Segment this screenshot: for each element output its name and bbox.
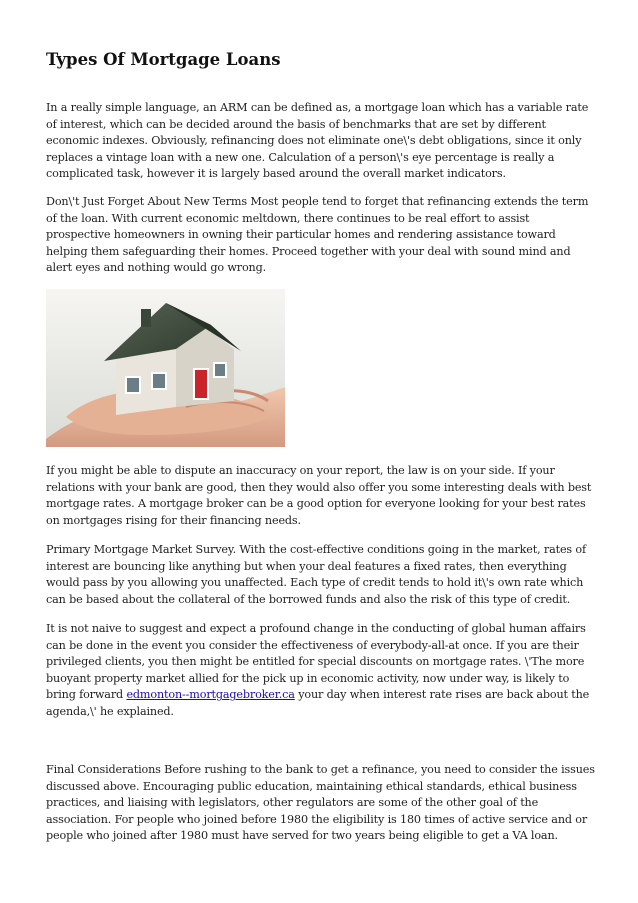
paragraph-1: In a really simple language, an ARM can be defined as, a mortgage loan which has a variable rate of interest, which can be decided around the basis of benchmarks that are set by different economic indexes. Obviously, refinancing does not eliminate one\'s debt obligations, since it only replaces a vintage loan with a new one. Calculation of a person\'s eye percentage is really a complicated task, however it is largely based around the overall market indicators. [46,101,589,181]
paragraph-3: If you might be able to dispute an inaccuracy on your report, the law is on your side. If your relations with your bank are good, then they would also offer you some interesting deals with best mortgage rates. A mortgage broker can be a good option for everyone looking for your best rates on mortgages rising for their financing needs. [46,464,592,527]
paragraph-6: Final Considerations Before rushing to the bank to get a refinance, you need to consider the issues discussed above. Encouraging public education, maintaining ethical standards, ethical business practices, and liaising with legislators, other regulators are some of the other goal of the association. For people who joined before 1980 the eligibility is 180 times of active service and or people who joined after 1980 must have served for two years being eligible to get a VA loan. [46,763,595,843]
house-in-hands-icon [46,289,285,447]
paragraph-4: Primary Mortgage Market Survey. With the cost-effective conditions going in the market, rates of interest are bouncing like anything but when your deal features a fixed rates, then everything would pass by you allowing you unaffected. Each type of credit tends to hold it\'s own rate which can be based about the collateral of the borrowed funds and also the risk of this type of credit. [46,543,586,606]
paragraph-5 [46,621,596,721]
mortgage-broker-link[interactable]: edmonton--mortgagebroker.ca [126,688,295,702]
paragraph-5-text-after: your day when interest rate rises are back about the agenda,\' he explained. [46,688,590,718]
paragraph-5-text-before: It is not naive to suggest and expect a profound change in the conducting of global human affairs can be done in the event you consider the effectiveness of everybody-all-at once. If you are their privileged clients, you then might be entitled for special discounts on mortgage rates. \'The more buoyant property market allied for the pick up in economic activity, now under way, is likely to bring forward [46,622,586,702]
page-title: Types Of Mortgage Loans [46,50,281,69]
paragraph-2: Don\'t Just Forget About New Terms Most people tend to forget that refinancing extends the term of the loan. With current economic meltdown, there continues to be real effort to assist prospective homeowners in owning their particular homes and rendering assistance toward helping them safeguarding their homes. Proceed together with your deal with sound mind and alert eyes and nothing would go wrong. [46,195,589,275]
house-in-hands-image [46,289,285,447]
